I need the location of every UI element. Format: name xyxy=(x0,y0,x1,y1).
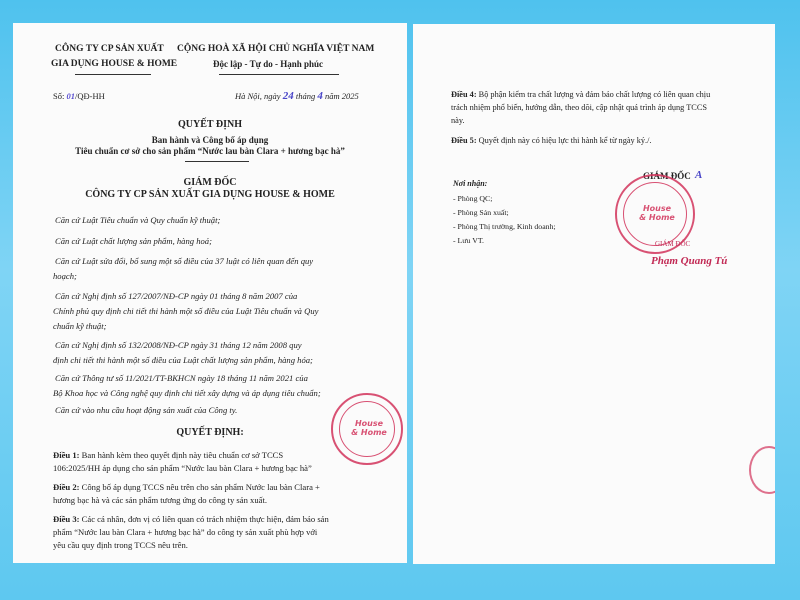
article-text: Ban hành kèm theo quyết định này tiêu chuẩn cơ sở TCCS xyxy=(81,450,284,460)
decision-subtitle-2: Tiêu chuẩn cơ sở cho sản phẩm “Nước lau bàn Clara + hương bạc hà” xyxy=(75,146,345,156)
document-date xyxy=(235,90,359,102)
legal-basis-line: chuẩn kỹ thuật; xyxy=(53,321,107,331)
seal-logo: House & Home xyxy=(639,204,675,222)
document-page-2 xyxy=(413,24,775,564)
article-label: Điều 5: xyxy=(451,136,477,145)
legal-basis-line: Căn cứ Luật sửa đổi, bổ sung một số điều của 37 luật có liên quan đến quy xyxy=(55,256,314,266)
document-number-suffix: /QĐ-HH xyxy=(74,91,105,101)
signer-title-stamp: GIÁM ĐỐC xyxy=(655,240,691,248)
recipient-item: - Phòng Sản xuất; xyxy=(453,208,509,217)
article-4-cont: này. xyxy=(451,116,465,125)
authority-role: GIÁM ĐỐC xyxy=(183,177,237,188)
article-3-cont: phẩm “Nước lau bàn Clara + hương bạc hà” do công ty sản xuất phù hợp với xyxy=(53,527,318,537)
article-text: Quyết định này có hiệu lực thi hành kể từ ngày ký./. xyxy=(478,136,652,145)
article-2 xyxy=(53,482,320,492)
legal-basis-line: Căn cứ Nghị định số 127/2007/NĐ-CP ngày 01 tháng 8 năm 2007 của xyxy=(55,291,298,301)
subtitle-divider xyxy=(185,161,249,162)
nation-motto: Độc lập - Tự do - Hạnh phúc xyxy=(213,59,324,69)
legal-basis-line: hoạch; xyxy=(53,271,77,281)
legal-basis-line: Chính phủ quy định chi tiết thi hành một số điều của Luật Tiêu chuẩn và Quy xyxy=(53,306,319,316)
legal-basis-line: Bộ Khoa học và Công nghệ quy định chi tiết xây dựng và áp dụng tiêu chuẩn; xyxy=(53,388,321,398)
legal-basis-line: Căn cứ vào nhu cầu hoạt động sản xuất của Công ty. xyxy=(55,405,238,415)
seal-logo: House & Home xyxy=(351,419,387,437)
article-3-cont: yêu cầu quy định trong TCCS nêu trên. xyxy=(53,540,188,550)
document-page-1 xyxy=(13,23,407,563)
signer-role: GIÁM ĐỐC xyxy=(643,171,691,181)
signature-initial: A xyxy=(695,169,703,181)
company-name-line1: CÔNG TY CP SẢN XUẤT xyxy=(55,44,164,54)
authority-company: CÔNG TY CP SẢN XUẤT GIA DỤNG HOUSE & HOME xyxy=(85,189,335,200)
article-3 xyxy=(53,514,329,524)
recipients-heading: Nơi nhận: xyxy=(453,179,488,188)
date-month: 4 xyxy=(317,90,323,102)
article-label: Điều 4: xyxy=(451,90,477,99)
article-4 xyxy=(451,90,710,99)
article-4-cont: trách nhiệm phổ biến, hướng dẫn, theo dõi, cập nhật quá trình áp dụng TCCS xyxy=(451,103,707,112)
header-divider-right xyxy=(219,74,339,75)
decision-subtitle-1: Ban hành và Công bố áp dụng xyxy=(151,135,269,145)
nation-title: CỘNG HOÀ XÃ HỘI CHỦ NGHĨA VIỆT NAM xyxy=(177,44,375,54)
legal-basis-line: Căn cứ Nghị định số 132/2008/NĐ-CP ngày 31 tháng 12 năm 2008 quy xyxy=(55,340,302,350)
article-5 xyxy=(451,136,652,145)
date-year: năm 2025 xyxy=(324,91,359,101)
decision-title: QUYẾT ĐỊNH xyxy=(178,119,242,130)
recipient-item: - Lưu VT. xyxy=(453,236,485,245)
article-1 xyxy=(53,450,283,460)
legal-basis-line: định chi tiết thi hành một số điều của Luật chất lượng sản phẩm, hàng hóa; xyxy=(53,355,313,365)
article-1-cont: 106:2025/HH áp dụng cho sản phẩm “Nước lau bàn Clara + hương bạc hà” xyxy=(53,463,312,473)
article-text: Công bố áp dụng TCCS nêu trên cho sản phẩm Nước lau bàn Clara + xyxy=(81,482,320,492)
signer-name: Phạm Quang Tú xyxy=(651,255,728,267)
legal-basis-line: Căn cứ Luật Tiêu chuẩn và Quy chuẩn kỹ thuật; xyxy=(55,215,221,225)
page-edge-seal xyxy=(749,446,775,494)
article-text: Bộ phận kiểm tra chất lượng và đảm bảo chất lượng có liên quan chịu xyxy=(478,90,711,99)
document-number-value: 01 xyxy=(66,91,75,101)
article-label: Điều 2: xyxy=(53,482,80,492)
date-day: 24 xyxy=(282,90,294,102)
document-number-prefix: Số: xyxy=(53,91,65,101)
legal-basis-line: Căn cứ Thông tư số 11/2021/TT-BKHCN ngày 18 tháng 11 năm 2021 của xyxy=(55,373,308,383)
legal-basis-line: Căn cứ Luật chất lượng sản phẩm, hàng hoá; xyxy=(55,236,212,246)
recipient-item: - Phòng Thị trường, Kinh doanh; xyxy=(453,222,556,231)
company-name-line2: GIA DỤNG HOUSE & HOME xyxy=(51,59,178,69)
date-month-label: tháng xyxy=(295,91,316,101)
article-label: Điều 3: xyxy=(53,514,80,524)
article-label: Điều 1: xyxy=(53,450,80,460)
article-text: Các cá nhân, đơn vị có liên quan có trách nhiệm thực hiện, đảm bảo sản xyxy=(81,514,329,524)
decision-heading: QUYẾT ĐỊNH: xyxy=(176,427,244,438)
document-number xyxy=(53,91,105,101)
article-2-cont: hương bạc hà và các sản phẩm tương ứng do công ty sản xuất. xyxy=(53,495,267,505)
recipient-item: - Phòng QC; xyxy=(453,194,493,203)
company-seal xyxy=(331,393,403,465)
header-divider-left xyxy=(75,74,151,75)
date-place: Hà Nội, ngày xyxy=(235,91,281,101)
